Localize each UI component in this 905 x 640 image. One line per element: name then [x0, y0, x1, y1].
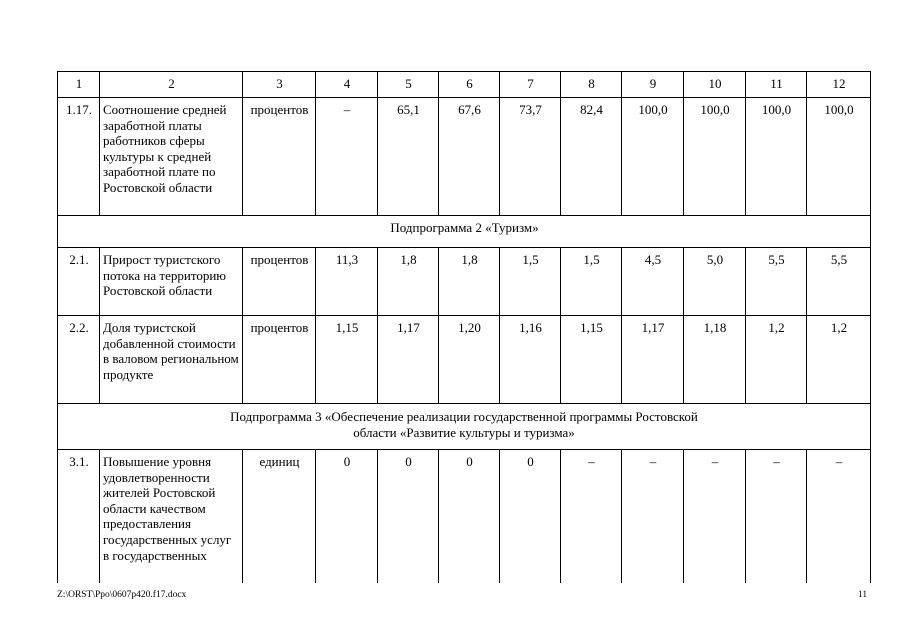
value-cell: 0	[316, 450, 378, 583]
subprogram-title: Подпрограмма 2 «Туризм»	[58, 216, 871, 248]
value-cell: –	[622, 450, 684, 583]
value-cell: 100,0	[807, 98, 871, 216]
header-cell: 6	[439, 72, 500, 98]
header-cell: 7	[500, 72, 561, 98]
table-row	[58, 316, 871, 404]
value-cell: 4,5	[622, 248, 684, 316]
value-cell: 65,1	[378, 98, 439, 216]
value-cell: 1,2	[746, 316, 807, 404]
value-cell: 67,6	[439, 98, 500, 216]
page-number: 11	[858, 590, 868, 600]
row-number: 3.1.	[58, 450, 100, 583]
value-cell: –	[684, 450, 746, 583]
table-body	[58, 72, 871, 583]
table-row	[58, 450, 871, 583]
subprogram-row	[58, 216, 871, 248]
indicator-name: Соотношение средней заработной платы работников сферы культуры к средней заработной плате по Ростовской области	[100, 98, 243, 216]
unit: процентов	[243, 98, 316, 216]
value-cell: 82,4	[561, 98, 622, 216]
value-cell: 1,5	[500, 248, 561, 316]
value-cell: 1,17	[622, 316, 684, 404]
value-cell: –	[316, 98, 378, 216]
value-cell: 5,5	[807, 248, 871, 316]
unit: процентов	[243, 316, 316, 404]
table-row	[58, 248, 871, 316]
subprogram-row	[58, 404, 871, 450]
header-cell: 12	[807, 72, 871, 98]
value-cell: 1,8	[378, 248, 439, 316]
value-cell: 11,3	[316, 248, 378, 316]
value-cell: 1,5	[561, 248, 622, 316]
header-cell: 3	[243, 72, 316, 98]
value-cell: 1,17	[378, 316, 439, 404]
value-cell: –	[561, 450, 622, 583]
indicators-table	[57, 71, 871, 583]
header-cell: 2	[100, 72, 243, 98]
value-cell: 1,8	[439, 248, 500, 316]
value-cell: 1,20	[439, 316, 500, 404]
indicator-name: Повышение уровня удовлетворенности жителей Ростовской области качеством предоставления государственных услуг в государственных	[100, 450, 243, 583]
value-cell: 5,5	[746, 248, 807, 316]
indicator-name: Прирост туристского потока на территорию Ростовской области	[100, 248, 243, 316]
header-row	[58, 72, 871, 98]
value-cell: 1,16	[500, 316, 561, 404]
value-cell: 0	[500, 450, 561, 583]
value-cell: 0	[439, 450, 500, 583]
unit: процентов	[243, 248, 316, 316]
value-cell: 1,18	[684, 316, 746, 404]
value-cell: –	[807, 450, 871, 583]
row-number: 1.17.	[58, 98, 100, 216]
value-cell: –	[746, 450, 807, 583]
header-cell: 10	[684, 72, 746, 98]
indicator-name: Доля туристской добавленной стоимости в валовом региональном продукте	[100, 316, 243, 404]
file-path: Z:\ORST\Ppo\0607p420.f17.docx	[57, 590, 187, 600]
value-cell: 5,0	[684, 248, 746, 316]
header-cell: 1	[58, 72, 100, 98]
value-cell: 1,15	[561, 316, 622, 404]
header-cell: 8	[561, 72, 622, 98]
value-cell: 73,7	[500, 98, 561, 216]
value-cell: 1,15	[316, 316, 378, 404]
row-number: 2.1.	[58, 248, 100, 316]
value-cell: 0	[378, 450, 439, 583]
row-number: 2.2.	[58, 316, 100, 404]
unit: единиц	[243, 450, 316, 583]
value-cell: 1,2	[807, 316, 871, 404]
subprogram-title: Подпрограмма 3 «Обеспечение реализации государственной программы Ростовской области «Развитие культуры и туризма»	[58, 404, 871, 450]
header-cell: 11	[746, 72, 807, 98]
table-row	[58, 98, 871, 216]
value-cell: 100,0	[622, 98, 684, 216]
value-cell: 100,0	[684, 98, 746, 216]
header-cell: 9	[622, 72, 684, 98]
value-cell: 100,0	[746, 98, 807, 216]
header-cell: 4	[316, 72, 378, 98]
header-cell: 5	[378, 72, 439, 98]
